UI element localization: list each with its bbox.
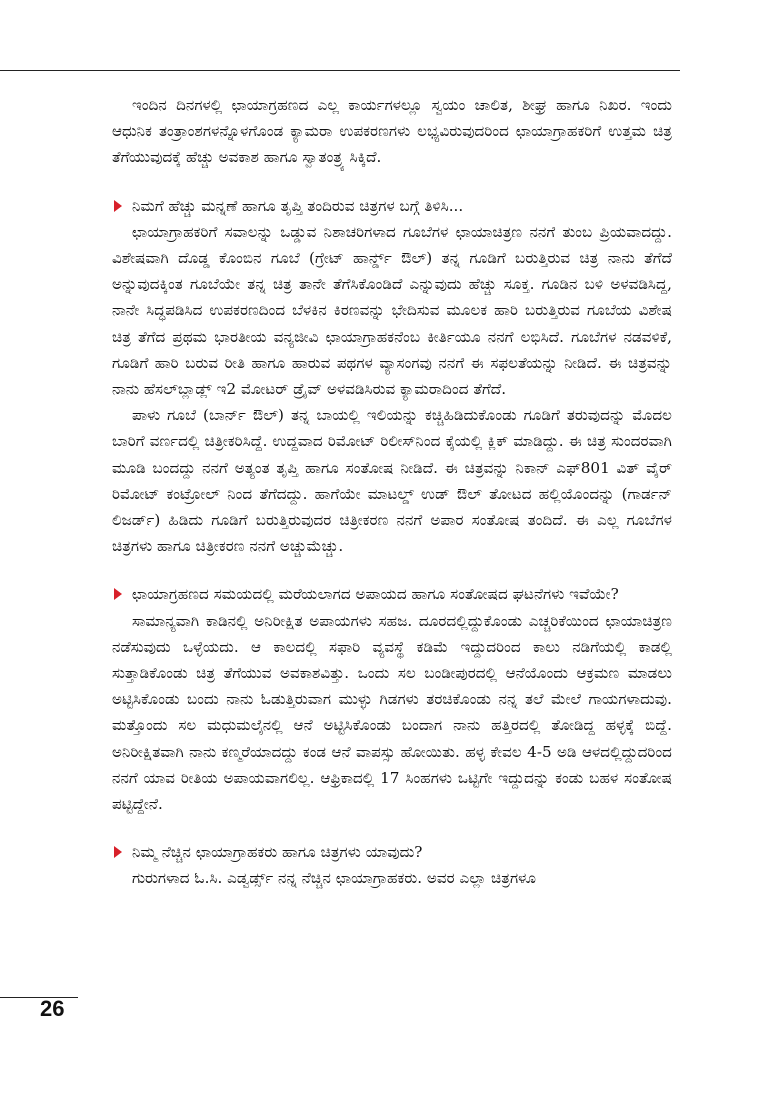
answer-paragraph: ಛಾಯಾಗ್ರಾಹಕರಿಗೆ ಸವಾಲನ್ನು ಒಡ್ಡುವ ನಿಶಾಚರಿಗಳಾದ ಗೂಬೆಗಳ ಛಾಯಾಚಿತ್ರಣ ನನಗೆ ತುಂಬ ಪ್ರಿಯವಾದದ್ದು. ವಿಶೇಷವಾಗಿ ದೊಡ್ಡ ಕೊಂಬಿನ ಗೂಬೆ (ಗ್ರೇಟ್ ಹಾರ್ನ್ಡ್ ಔಲ್) ತನ್ನ ಗೂಡಿಗೆ ಬರುತ್ತಿರುವ ಚಿತ್ರ ನಾನು ತೆಗೆದೆ ಅನ್ನುವುದಕ್ಕಿಂತ ಗೂಬೆಯೇ ತನ್ನ ಚಿತ್ರ ತಾನೇ ತೆಗೆಸಿಕೊಂಡಿದೆ ಎನ್ನುವುದು ಹೆಚ್ಚು ಸೂಕ್ತ. ಗೂಡಿನ ಬಳಿ ಅಳವಡಿಸಿದ್ದ, ನಾನೇ ಸಿದ್ಧಪಡಿಸಿದ ಉಪಕರಣದಿಂದ ಬೆಳಕಿನ ಕಿರಣವನ್ನು ಭೇದಿಸುವ ಮೂಲಕ ಹಾರಿ ಬರುತ್ತಿರುವ ಗೂಬೆಯ ವಿಶೇಷ ಚಿತ್ರ ತೆಗೆದ ಪ್ರಥಮ ಭಾರತೀಯ ವನ್ಯಜೀವಿ ಛಾಯಾಗ್ರಾಹಕನೆಂಬ ಕೀರ್ತಿಯೂ ನನಗೆ ಲಭಿಸಿದೆ. ಗೂಬೆಗಳ ನಡವಳಿಕೆ, ಗೂಡಿಗೆ ಹಾರಿ ಬರುವ ರೀತಿ ಹಾಗೂ ಹಾರುವ ಪಥಗಳ ವ್ಯಾಸಂಗವು ನನಗೆ ಈ ಸಫಲತೆಯನ್ನು ನೀಡಿದೆ. ಈ ಚಿತ್ರವನ್ನು ನಾನು ಹೆಸಲ್‌ಬ್ಲಾಡ್ಲ್ ಇ2 ಮೋಟರ್ ಡ್ರೈವ್ ಅಳವಡಿಸಿರುವ ಕ್ಯಾಮರಾದಿಂದ ತೆಗೆದೆ. (112, 222, 672, 399)
question-text: ನಿಮಗೆ ಹೆಚ್ಚು ಮನ್ನಣೆ ಹಾಗೂ ತೃಪ್ತಿ ತಂದಿರುವ ಚಿತ್ರಗಳ ಬಗ್ಗೆ ತಿಳಿಸಿ... (132, 196, 464, 215)
question-text: ಛಾಯಾಗ್ರಹಣದ ಸಮಯದಲ್ಲಿ ಮರೆಯಲಾಗದ ಅಪಾಯದ ಹಾಗೂ ಸಂತೋಷದ ಘಟನೆಗಳು ಇವೆಯೇ? (132, 585, 619, 604)
answer-paragraph: ಗುರುಗಳಾದ ಓ.ಸಿ. ಎಡ್ವರ್ಡ್ಸ್ ನನ್ನ ನೆಚ್ಚಿನ ಛಾಯಾಗ್ರಾಹಕರು. ಅವರ ಎಲ್ಲಾ ಚಿತ್ರಗಳೂ (132, 869, 537, 888)
red-arrow-icon (114, 200, 122, 212)
answer-paragraph: ಪಾಳು ಗೂಬೆ (ಬಾರ್ನ್ ಔಲ್) ತನ್ನ ಬಾಯಲ್ಲಿ ಇಲಿಯನ್ನು ಕಚ್ಚಿಹಿಡಿದುಕೊಂಡು ಗೂಡಿಗೆ ತರುವುದನ್ನು ಮೊದಲ ಬಾರಿಗೆ ವರ್ಣದಲ್ಲಿ ಚಿತ್ರೀಕರಿಸಿದ್ದೆ. ಉದ್ದವಾದ ರಿಮೋಟ್ ರಿಲೀಸ್‌ನಿಂದ ಕೈಯಲ್ಲಿ ಕ್ಲಿಕ್ ಮಾಡಿದ್ದು. ಈ ಚಿತ್ರ ಸುಂದರವಾಗಿ ಮೂಡಿ ಬಂದದ್ದು ನನಗೆ ಅತ್ಯಂತ ತೃಪ್ತಿ ಹಾಗೂ ಸಂತೋಷ ನೀಡಿದೆ. ಈ ಚಿತ್ರವನ್ನು ನಿಕಾನ್ ಎಫ್801 ವಿತ್ ವೈರ್ ರಿಮೋಟ್ ಕಂಟ್ರೋಲ್ ನಿಂದ ತೆಗೆದದ್ದು. ಹಾಗೆಯೇ ಮಾಟಲ್ಡ್ ಉಡ್ ಔಲ್ ತೋಟದ ಹಲ್ಲಿಯೊಂದನ್ನು (ಗಾರ್ಡನ್ ಲಿಜರ್ಡ್) ಹಿಡಿದು ಗೂಡಿಗೆ ಬರುತ್ತಿರುವುದರ ಚಿತ್ರೀಕರಣ ನನಗೆ ಅಪಾರ ಸಂತೋಷ ತಂದಿದೆ. ಈ ಎಲ್ಲ ಗೂಬೆಗಳ ಚಿತ್ರಗಳು ಹಾಗೂ ಚಿತ್ರೀಕರಣ ನನಗೆ ಅಚ್ಚುಮೆಚ್ಚು. (112, 406, 672, 556)
answer-paragraph: ಸಾಮಾನ್ಯವಾಗಿ ಕಾಡಿನಲ್ಲಿ ಅನಿರೀಕ್ಷಿತ ಅಪಾಯಗಳು ಸಹಜ. ದೂರದಲ್ಲಿದ್ದುಕೊಂಡು ಎಚ್ಚರಿಕೆಯಿಂದ ಛಾಯಾಚಿತ್ರಣ ನಡೆಸುವುದು ಒಳ್ಳೆಯದು. ಆ ಕಾಲದಲ್ಲಿ ಸಫಾರಿ ವ್ಯವಸ್ಥೆ ಕಡಿಮೆ ಇದ್ದುದರಿಂದ ಕಾಲು ನಡಿಗೆಯಲ್ಲಿ ಕಾಡಲ್ಲಿ ಸುತ್ತಾಡಿಕೊಂಡು ಚಿತ್ರ ತೆಗೆಯುವ ಅವಕಾಶವಿತ್ತು. ಒಂದು ಸಲ ಬಂಡೀಪುರದಲ್ಲಿ ಆನೆಯೊಂದು ಆಕ್ರಮಣ ಮಾಡಲು ಅಟ್ಟಿಸಿಕೊಂಡು ಬಂದು ನಾನು ಓಡುತ್ತಿರುವಾಗ ಮುಳ್ಳು ಗಿಡಗಳು ತರಚಿಕೊಂಡು ನನ್ನ ತಲೆ ಮೇಲೆ ಗಾಯಗಳಾದುವು. ಮತ್ತೊಂದು ಸಲ ಮಧುಮಲೈನಲ್ಲಿ ಆನೆ ಅಟ್ಟಿಸಿಕೊಂಡು ಬಂದಾಗ ನಾನು ಹತ್ತಿರದಲ್ಲಿ ತೋಡಿದ್ದ ಹಳ್ಳಕ್ಕೆ ಬಿದ್ದೆ. ಅನಿರೀಕ್ಷಿತವಾಗಿ ನಾನು ಕಣ್ಮರೆಯಾದದ್ದು ಕಂಡ ಆನೆ ವಾಪಸ್ಸು ಹೋಯಿತು. ಹಳ್ಳ ಕೇವಲ 4-5 ಅಡಿ ಆಳದಲ್ಲಿದ್ದುದರಿಂದ ನನಗೆ ಯಾವ ರೀತಿಯ ಅಪಾಯವಾಗಲಿಲ್ಲ. ಆಫ್ರಿಕಾದಲ್ಲಿ 17 ಸಿಂಹಗಳು ಒಟ್ಟಿಗೇ ಇದ್ದುದನ್ನು ಕಂಡು ಬಹಳ ಸಂತೋಷ ಪಟ್ಟಿದ್ದೇನೆ. (112, 611, 672, 814)
question-heading (112, 193, 672, 219)
question-text: ನಿಮ್ಮ ನೆಚ್ಚಿನ ಛಾಯಾಗ್ರಾಹಕರು ಹಾಗೂ ಚಿತ್ರಗಳು ಯಾವುದು? (132, 843, 423, 862)
question-heading (112, 581, 672, 607)
red-arrow-icon (114, 588, 122, 600)
intro-paragraph: ಇಂದಿನ ದಿನಗಳಲ್ಲಿ ಛಾಯಾಗ್ರಹಣದ ಎಲ್ಲ ಕಾರ್ಯಗಳಲ್ಲೂ ಸ್ವಯಂ ಚಾಲಿತ, ಶೀಘ್ರ ಹಾಗೂ ನಿಖರ. ಇಂದು ಆಧುನಿಕ ತಂತ್ರಾಂಶಗಳನ್ನೊಳಗೊಂಡ ಕ್ಯಾಮರಾ ಉಪಕರಣಗಳು ಲಭ್ಯವಿರುವುದರಿಂದ ಛಾಯಾಗ್ರಾಹಕರಿಗೆ ಉತ್ತಮ ಚಿತ್ರ ತೆಗೆಯುವುದಕ್ಕೆ ಹೆಚ್ಚು ಅವಕಾಶ ಹಾಗೂ ಸ್ವಾತಂತ್ರ್ಯ ಸಿಕ್ಕಿದೆ. (112, 96, 672, 167)
article-body (112, 92, 672, 892)
question-heading (112, 839, 672, 865)
red-arrow-icon (114, 846, 122, 858)
page-number: 26 (40, 996, 65, 1021)
header-rule (0, 70, 680, 71)
footer-rule (0, 997, 78, 998)
